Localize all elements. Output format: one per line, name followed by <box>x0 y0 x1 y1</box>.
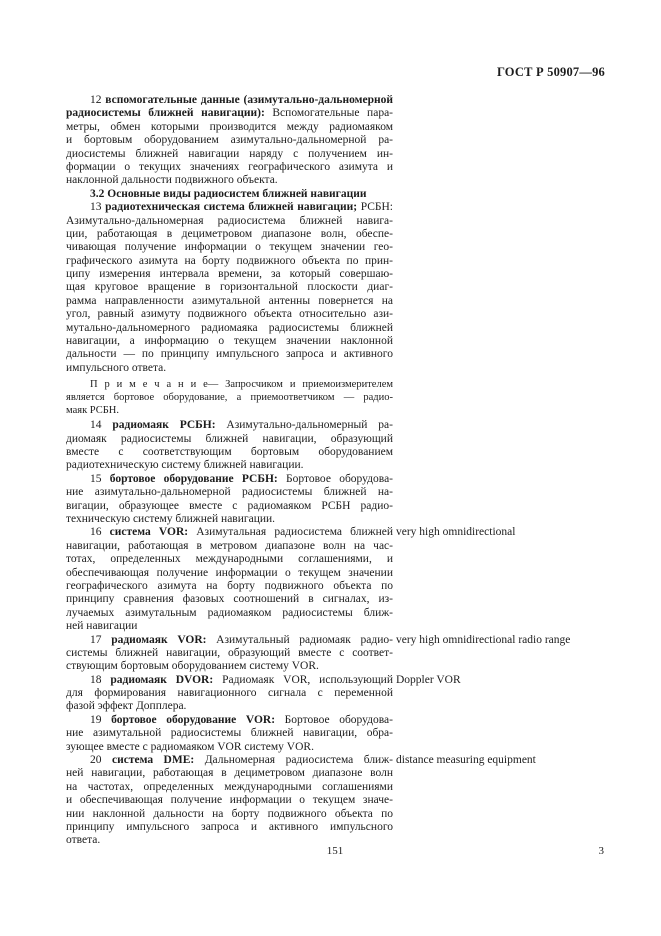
text-line: ответа. <box>66 834 101 847</box>
page-number-outer: 3 <box>598 845 604 857</box>
text-line: обеспечивающая получение информации о текущем значении <box>66 566 393 579</box>
definition-paragraph <box>66 673 461 714</box>
page-number-inner: 151 <box>326 845 344 857</box>
text-line: угол, равный азимуту подвижного объекта относительно ази- <box>66 308 393 321</box>
text-line: метры, обмен которыми производится между радиомаяком <box>66 120 393 133</box>
section-heading <box>66 188 393 201</box>
text-line: фазой эффект Допплера. <box>66 700 187 713</box>
text-column <box>66 94 571 848</box>
text-line: и обеспечивающая получение информации о текущем значе- <box>66 794 393 807</box>
text-line: 13 радиотехническая система ближней навигации; РСБН: <box>90 201 393 214</box>
text-line: ние азимутальной радиосистемы ближней навигации, обра- <box>66 727 393 740</box>
definition-paragraph <box>66 473 393 527</box>
text-line: формации о текущих значениях географического азимута и <box>66 160 393 173</box>
text-line: зующее вместе с радиомаяком VOR систему VOR. <box>66 740 314 753</box>
text-line: навигации, работающая в метровом диапазоне волн на час- <box>66 539 393 552</box>
text-line: рамма направленности азимутальной антенны повернется на <box>66 294 393 307</box>
text-line: ципу измерения интервала времени, за который совершаю- <box>66 268 393 281</box>
definition-paragraph <box>66 633 571 674</box>
definition-paragraph <box>66 94 393 188</box>
text-line: вигации, образующее вместе с радиомаяком РСБН радио- <box>66 499 393 512</box>
margin-term-en: Doppler VOR <box>396 673 461 686</box>
text-line: щая круговое вращение в горизонтальной плоскости диаг- <box>66 281 393 294</box>
document-header-designation: ГОСТ Р 50907—96 <box>496 65 605 79</box>
text-line: диосистемы ближней навигации наряду с получением ин- <box>66 147 393 160</box>
note-block <box>66 378 393 418</box>
text-line: 16 система VOR: Азимутальная радиосистема ближней <box>90 526 393 539</box>
text-line: 12 вспомогательные данные (азимутально-дальномерной <box>90 94 393 106</box>
text-line: нии наклонной дальности на борту подвижного объекта по <box>66 807 393 820</box>
text-line: навигации, а информацию о текущем значении наклонной <box>66 335 393 348</box>
text-line: импульсного ответа. <box>66 361 167 374</box>
text-line: ции, работающая в дециметровом диапазоне волн, обеспе- <box>66 227 393 240</box>
text-line: для формирования навигационного сигнала с переменной <box>66 687 393 700</box>
text-line: П р и м е ч а н и е— Запросчиком и приемоизмерителем <box>90 378 393 390</box>
text-line: наклонной дальности подвижного объекта. <box>66 174 278 187</box>
margin-term-en: distance measuring equipment <box>396 754 536 767</box>
text-line: и бортовым оборудованием азимутально-дальномерной ра- <box>66 134 393 147</box>
text-line: на частотах, определенных международными соглашениями <box>66 780 393 793</box>
text-line: ствующим бортовым оборудованием систему VOR. <box>66 660 319 673</box>
text-line: ние азимутально-дальномерной радиосистемы ближней на- <box>66 486 393 499</box>
text-line: лучаемых азимутальным радиомаяком радиосистемы ближ- <box>66 606 393 619</box>
text-line: 20 система DME: Дальномерная радиосистема ближ- <box>90 754 393 767</box>
text-line: 17 радиомаяк VOR: Азимутальный радиомаяк радио- <box>90 633 393 646</box>
text-line: 3.2 Основные виды радиосистем ближней навигации <box>90 187 367 200</box>
text-line: принципу сравнения фазовых соотношений в сигналах, из- <box>66 593 393 606</box>
definition-paragraph <box>66 201 393 375</box>
margin-term-en: very high omnidirectional <box>396 526 516 539</box>
text-line: 19 бортовое оборудование VOR: Бортовое оборудова- <box>90 713 393 726</box>
text-line: 18 радиомаяк DVOR: Радиомаяк VOR, использующий <box>90 673 393 686</box>
definition-paragraph <box>66 754 536 848</box>
text-line: маяк РСБН. <box>66 405 119 417</box>
text-line: географического азимута на борту подвижного объекта по <box>66 579 393 592</box>
margin-term-en: very high omnidirectional radio range <box>396 633 571 646</box>
text-line: мутально-дальномерного радиомаяка радиосистемы ближней <box>66 321 393 334</box>
text-line: является бортовое оборудование, а приемоответчиком — радио- <box>66 391 393 403</box>
text-line: тотах, определенных международными соглашениями, и <box>66 553 393 566</box>
page-footer <box>66 845 604 857</box>
text-line: радиосистемы ближней навигации): Вспомогательные пара- <box>66 107 393 120</box>
text-line: системы ближней навигации, образующий вместе с соответ- <box>66 646 393 659</box>
text-line: диомаяк радиосистемы ближней навигации, образующий <box>66 432 393 445</box>
definition-paragraph <box>66 526 516 633</box>
text-line: техническую систему ближней навигации. <box>66 513 276 525</box>
text-line: радиотехническую систему ближней навигации. <box>66 459 304 472</box>
definition-paragraph <box>66 419 393 473</box>
text-line: вместе с соответствующим бортовым оборудованием <box>66 446 393 459</box>
text-line: дальности — по принципу импульсного запроса и активного <box>66 348 393 361</box>
text-line: Азимутально-дальномерная радиосистема ближней навига- <box>66 214 393 227</box>
text-line: принципу импульсного запроса и активного импульсного <box>66 820 393 833</box>
text-line: 15 бортовое оборудование РСБН: Бортовое оборудова- <box>90 472 393 485</box>
text-line: ней навигации, работающая в дециметровом диапазоне волн <box>66 767 393 780</box>
text-line: 14 радиомаяк РСБН: Азимутально-дальномерный ра- <box>90 419 393 432</box>
definition-paragraph <box>66 714 393 754</box>
text-line: графического азимута на борту подвижного объекта по прин- <box>66 254 393 267</box>
text-line: ней навигации <box>66 620 138 633</box>
text-line: чивающая получение информации о текущем значении гео- <box>66 241 393 254</box>
